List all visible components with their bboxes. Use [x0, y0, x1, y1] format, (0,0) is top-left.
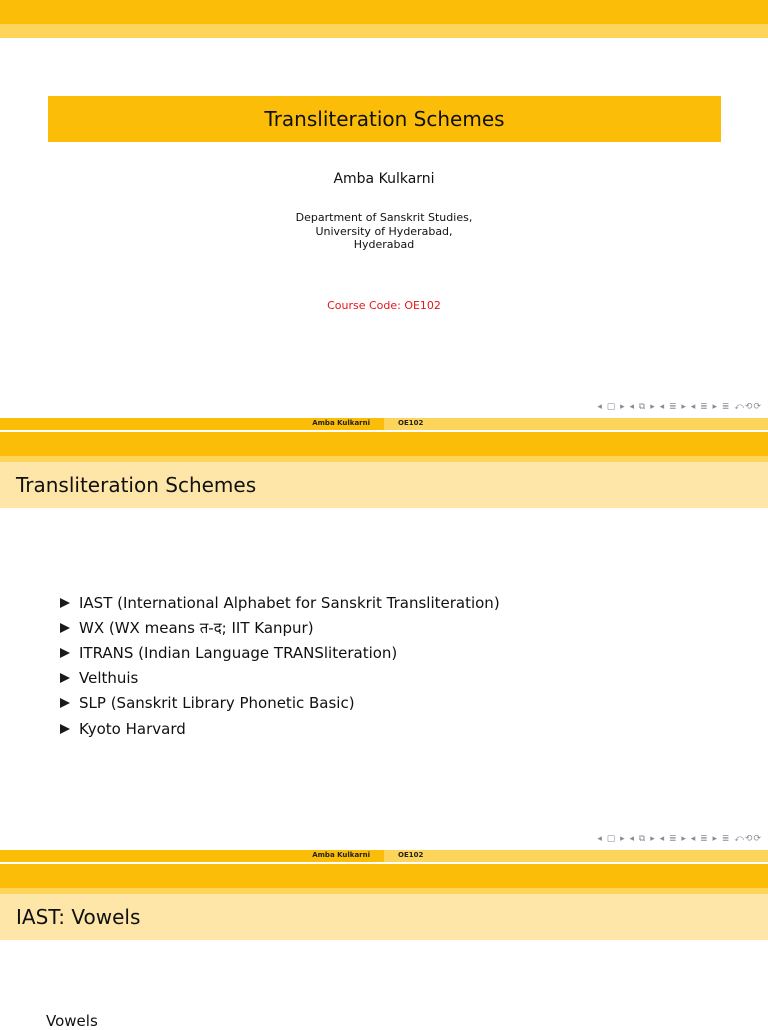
institution-line: Department of Sanskrit Studies,: [295, 211, 473, 224]
footer-author: Amba Kulkarni: [312, 851, 370, 859]
footer-course: OE102: [398, 419, 424, 427]
header-bar: [0, 432, 768, 456]
bullet-triangle-icon: [60, 673, 70, 683]
scheme-list: [60, 590, 500, 741]
institution-line: Hyderabad: [353, 238, 415, 251]
footer-course: OE102: [398, 851, 424, 859]
bullet-triangle-icon: [60, 698, 70, 708]
header-bar: [0, 864, 768, 888]
frame-title: Transliteration Schemes: [16, 473, 257, 497]
title-box: [48, 96, 721, 142]
list-item: SLP (Sanskrit Library Phonetic Basic): [60, 691, 500, 716]
frame-title-bar: [0, 894, 768, 940]
bullet-triangle-icon: [60, 648, 70, 658]
list-item: WX (WX means त-द; IIT Kanpur): [60, 615, 500, 640]
footer-strip: [0, 850, 768, 862]
beamer-navigation-icons[interactable]: ◂ ▢ ▸ ◂ ⧉ ▸ ◂ ≣ ▸ ◂ ≣ ▸ ≣ ⤺⟲⟳: [597, 402, 762, 412]
footer-author: Amba Kulkarni: [312, 419, 370, 427]
institution-line: University of Hyderabad,: [315, 224, 453, 238]
footer-strip: [0, 418, 768, 430]
bullet-triangle-icon: [60, 598, 70, 608]
frame-title-bar: [0, 462, 768, 508]
beamer-navigation-icons[interactable]: ◂ ▢ ▸ ◂ ⧉ ▸ ◂ ≣ ▸ ◂ ≣ ▸ ≣ ⤺⟲⟳: [597, 834, 762, 844]
presentation-title: Transliteration Schemes: [264, 107, 505, 131]
list-item: ITRANS (Indian Language TRANSliteration): [60, 640, 500, 665]
frame-title: IAST: Vowels: [16, 905, 141, 929]
list-item: IAST (International Alphabet for Sanskrit Transliteration): [60, 590, 500, 615]
bullet-triangle-icon: [60, 623, 70, 633]
list-item: Kyoto Harvard: [60, 716, 500, 741]
header-bar: [0, 0, 768, 24]
institution: [0, 211, 768, 252]
list-item: Velthuis: [60, 666, 500, 691]
course-code: Course Code: OE102: [327, 299, 441, 312]
bullet-triangle-icon: [60, 724, 70, 734]
partial-text: Vowels: [46, 1012, 98, 1030]
author-name: Amba Kulkarni: [333, 171, 435, 187]
header-bar-light: [0, 24, 768, 38]
